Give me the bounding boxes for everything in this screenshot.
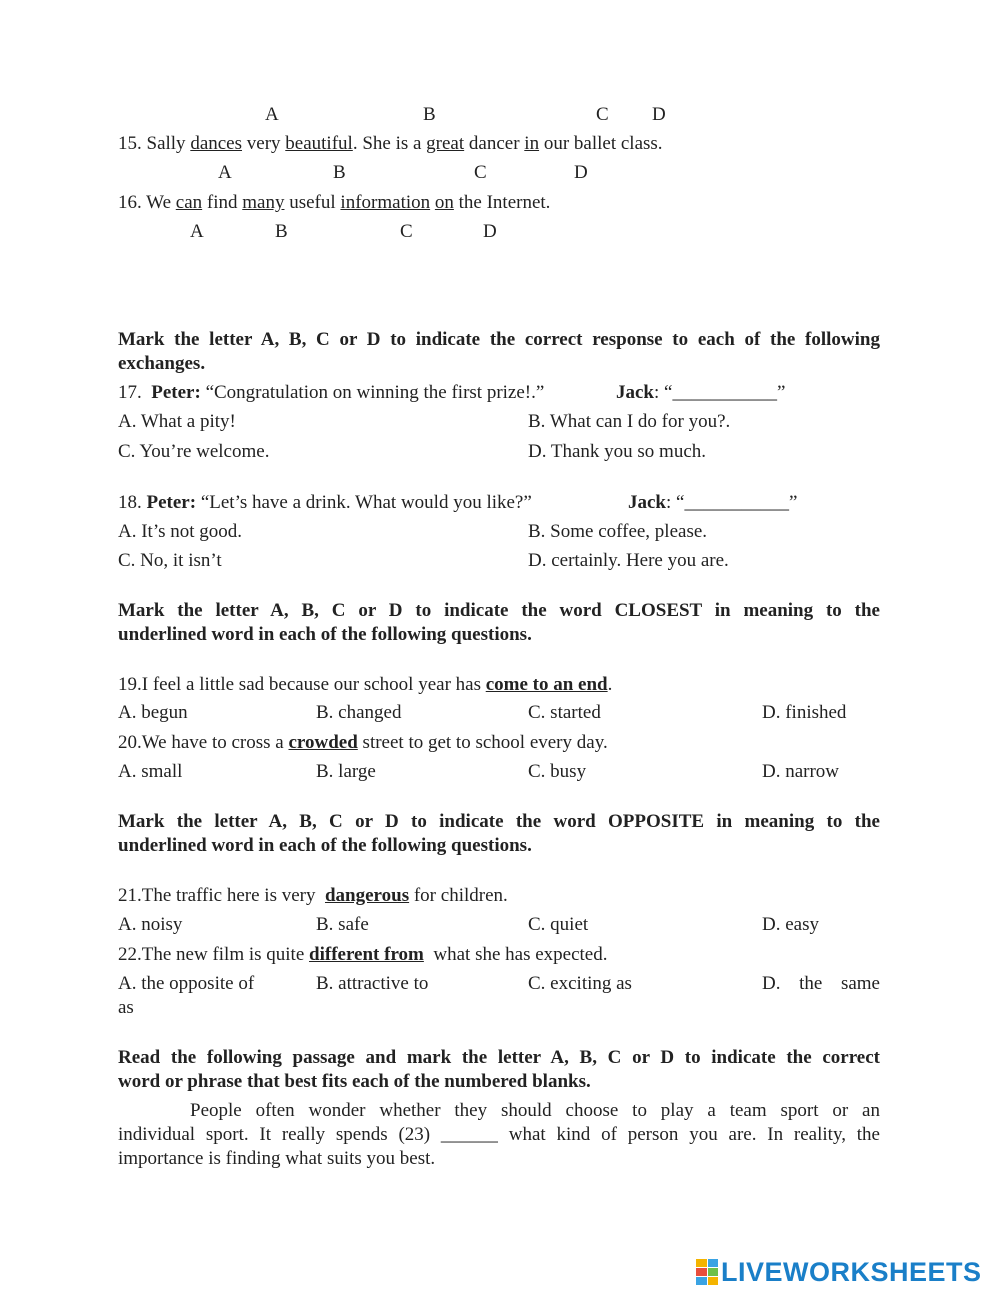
- section-heading-passage: [118, 1046, 880, 1094]
- question-19: [118, 673, 612, 697]
- q15-option-c-word: great: [426, 133, 465, 154]
- q15-text: . She is a: [352, 133, 427, 154]
- q16-text: find: [202, 192, 243, 213]
- q16-text: useful: [284, 192, 341, 213]
- q15-letter-b: B: [333, 162, 346, 183]
- q22-option-c[interactable]: C. exciting as: [528, 973, 632, 994]
- q21-key-word: dangerous: [324, 885, 410, 906]
- q16-letter-a: A: [190, 221, 204, 242]
- heading-line: Mark the letter A, B, C or D to indicate the correct response to each of the following: [118, 329, 880, 350]
- q17-option-c[interactable]: C. You’re welcome.: [118, 441, 270, 462]
- q16-option-b-word: many: [242, 192, 285, 213]
- passage: [118, 1099, 880, 1171]
- q21-option-d[interactable]: D. easy: [762, 914, 819, 935]
- heading-line: Mark the letter A, B, C or D to indicate the word CLOSEST in meaning to the: [118, 600, 880, 621]
- q21-number: 21.: [118, 885, 142, 906]
- q16-letter-b: B: [275, 221, 288, 242]
- q18-option-b[interactable]: B. Some coffee, please.: [528, 521, 708, 542]
- q17-quote: “Congratulation on winning the first prize!.”: [200, 382, 545, 403]
- q20-text: street to get to school every day.: [357, 732, 608, 753]
- q19-key-phrase: come to an end: [485, 674, 608, 695]
- q14-letter-d: D: [652, 104, 666, 125]
- q16-text: the Internet.: [453, 192, 551, 213]
- question-22: [118, 943, 608, 967]
- heading-line: Read the following passage and mark the letter A, B, C or D to indicate the correct: [118, 1047, 880, 1068]
- q16-option-a-word: can: [175, 192, 203, 213]
- passage-line: individual sport. It really spends (23) ______ what kind of person you are. In reality, the: [118, 1124, 880, 1145]
- q15-letter-d: D: [574, 162, 588, 183]
- q17-option-d[interactable]: D. Thank you so much.: [528, 441, 707, 462]
- q15-text: our ballet class.: [539, 133, 663, 154]
- q15-text: dancer: [464, 133, 525, 154]
- q16-option-d-word: on: [434, 192, 454, 213]
- q17-option-b[interactable]: B. What can I do for you?.: [528, 411, 731, 432]
- q22-key-phrase: different from: [309, 944, 424, 965]
- section-heading-response: [118, 328, 880, 376]
- q22-text: what she has expected.: [423, 944, 608, 965]
- section-heading-opposite: [118, 810, 880, 858]
- q20-text: We have to cross a: [141, 732, 289, 753]
- q18-option-c[interactable]: C. No, it isn’t: [118, 550, 222, 571]
- q18-option-d[interactable]: D. certainly. Here you are.: [528, 550, 729, 571]
- q21-option-c[interactable]: C. quiet: [528, 914, 589, 935]
- q22-number: 22.: [118, 944, 142, 965]
- question-20: [118, 731, 608, 755]
- q19-option-b[interactable]: B. changed: [316, 702, 402, 723]
- heading-line: underlined word in each of the following questions.: [118, 835, 532, 856]
- q16-text: We: [146, 192, 176, 213]
- q20-key-word: crowded: [288, 732, 358, 753]
- q17-speaker-jack: Jack: [616, 382, 654, 403]
- q17-number: 17.: [118, 382, 142, 403]
- liveworksheets-logo-icon: [696, 1259, 718, 1285]
- q20-option-d[interactable]: D. narrow: [762, 761, 840, 782]
- q15-number: 15.: [118, 133, 142, 154]
- q19-option-a[interactable]: A. begun: [118, 702, 188, 723]
- q14-letter-b: B: [423, 104, 436, 125]
- q21-option-a[interactable]: A. noisy: [118, 914, 183, 935]
- question-15: [118, 132, 663, 156]
- q21-text: for children.: [409, 885, 508, 906]
- q21-text: The traffic here is very: [141, 885, 325, 906]
- heading-line: underlined word in each of the following questions.: [118, 624, 532, 645]
- q16-letter-d: D: [483, 221, 497, 242]
- q16-option-c-word: information: [340, 192, 431, 213]
- q16-number: 16.: [118, 192, 142, 213]
- q22-option-d[interactable]: D. the same: [762, 973, 880, 994]
- q17-option-a[interactable]: A. What a pity!: [118, 411, 236, 432]
- q20-option-b[interactable]: B. large: [316, 761, 376, 782]
- liveworksheets-logo: [696, 1255, 982, 1289]
- question-21: [118, 884, 508, 908]
- q17-blank: : “___________”: [654, 382, 786, 403]
- heading-line: Mark the letter A, B, C or D to indicate the word OPPOSITE in meaning to the: [118, 811, 880, 832]
- q16-letter-c: C: [400, 221, 413, 242]
- question-18: [118, 491, 532, 515]
- q19-number: 19.: [118, 674, 142, 695]
- q20-option-c[interactable]: C. busy: [528, 761, 587, 782]
- q15-option-b-word: beautiful: [285, 133, 353, 154]
- q22-option-a[interactable]: A. the opposite of: [118, 973, 255, 994]
- q14-letter-c: C: [596, 104, 609, 125]
- q21-option-b[interactable]: B. safe: [316, 914, 369, 935]
- q14-letter-a: A: [265, 104, 279, 125]
- q22-text: The new film is quite: [141, 944, 310, 965]
- q18-blank: : “___________”: [666, 492, 798, 513]
- q20-option-a[interactable]: A. small: [118, 761, 183, 782]
- q18-speaker-jack: Jack: [628, 492, 666, 513]
- q18-quote: “Let’s have a drink. What would you like?”: [196, 492, 532, 513]
- q22-option-b[interactable]: B. attractive to: [316, 973, 429, 994]
- q19-text: I feel a little sad because our school year has: [141, 674, 486, 695]
- q22-option-d-continued: as: [118, 997, 134, 1018]
- q18-speaker-peter: Peter:: [146, 492, 197, 513]
- q20-number: 20.: [118, 732, 142, 753]
- q15-letter-a: A: [218, 162, 232, 183]
- question-17: [118, 381, 544, 405]
- q15-option-d-word: in: [524, 133, 540, 154]
- q19-option-c[interactable]: C. started: [528, 702, 601, 723]
- heading-line: exchanges.: [118, 353, 206, 374]
- liveworksheets-logo-text: LIVEWORKSHEETS: [721, 1256, 982, 1287]
- q18-reply: [628, 491, 797, 515]
- heading-line: word or phrase that best fits each of the numbered blanks.: [118, 1071, 591, 1092]
- q18-option-a[interactable]: A. It’s not good.: [118, 521, 243, 542]
- q19-text: .: [607, 674, 613, 695]
- passage-line: importance is finding what suits you best.: [118, 1148, 436, 1169]
- q17-speaker-peter: Peter:: [151, 382, 201, 403]
- q17-reply: [616, 381, 785, 405]
- q19-option-d[interactable]: D. finished: [762, 702, 847, 723]
- q15-text: very: [242, 133, 286, 154]
- q15-text: Sally: [146, 133, 191, 154]
- section-heading-closest: [118, 599, 880, 647]
- q18-number: 18.: [118, 492, 142, 513]
- q15-letter-c: C: [474, 162, 487, 183]
- q15-option-a-word: dances: [190, 133, 243, 154]
- passage-line: People often wonder whether they should choose to play a team sport or an: [190, 1100, 880, 1121]
- question-16: [118, 191, 550, 215]
